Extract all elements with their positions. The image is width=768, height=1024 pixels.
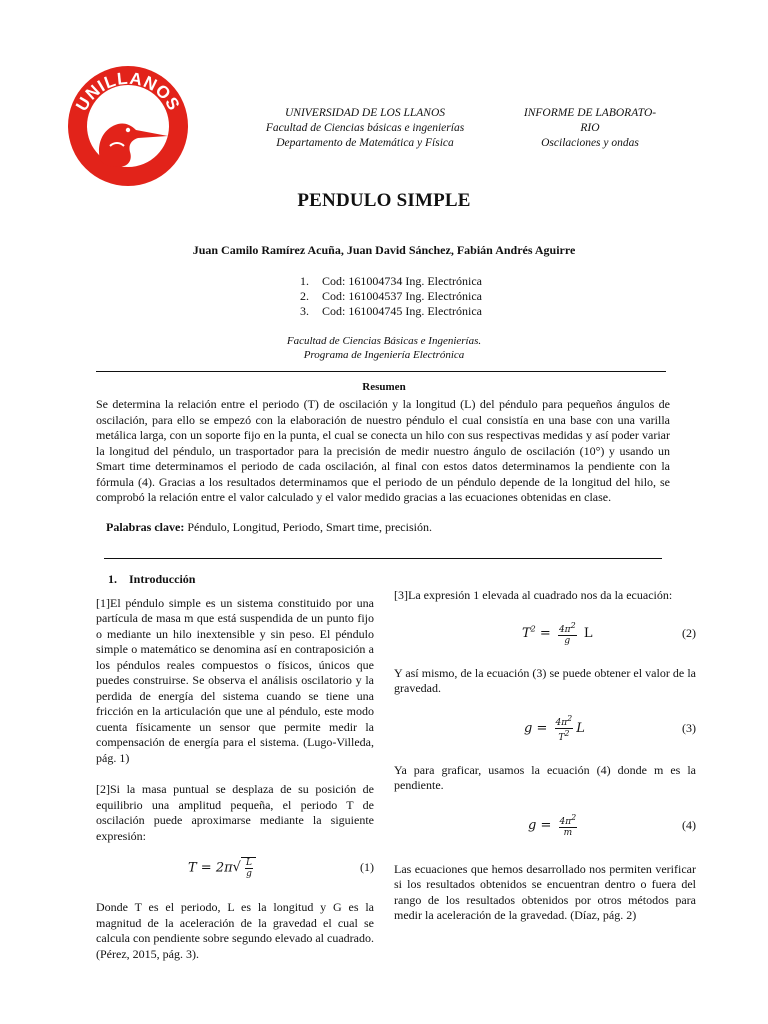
paragraph-definitions: Donde T es el periodo, L es la longitud y G es la magnitud de la aceleración de la gravedad el cual se calcula con pendiente sobre segundo elevado al cuadrado. (Pérez, 2015, pág. 3). bbox=[96, 900, 374, 961]
paper-title: PENDULO SIMPLE bbox=[297, 190, 471, 211]
left-column bbox=[96, 572, 374, 962]
authors: Juan Camilo Ramírez Acuña, Juan David Sánchez, Fabián Andrés Aguirre bbox=[192, 243, 576, 257]
equation-3: g = $\frac{4\pi 2}{T2}$ L (3) bbox=[524, 714, 696, 743]
equation-2-number: (2) bbox=[682, 625, 696, 640]
university-logo bbox=[66, 64, 190, 188]
institution-line2: Programa de Ingeniería Electrónica bbox=[303, 349, 465, 361]
svg-text:UNILLANOS: UNILLANOS bbox=[72, 68, 184, 115]
report-type-line1: INFORME DE LABORATO- bbox=[523, 107, 657, 119]
faculty-name: Facultad de Ciencias básicas e ingenierías bbox=[265, 122, 465, 134]
paragraph-slope: Ya para graficar, usamos la ecuación (4) donde m es la pendiente. bbox=[394, 762, 696, 792]
list-item: 3. Cod: 161004745 Ing. Electrónica bbox=[300, 304, 482, 318]
institution-line1: Facultad de Ciencias Básicas e Ingenierías. bbox=[286, 335, 482, 347]
equation-4: g = $\frac{4\pi 2}{m}$ (4) bbox=[528, 813, 696, 838]
divider-top bbox=[96, 371, 666, 372]
list-item: 2. Cod: 161004537 Ing. Electrónica bbox=[300, 289, 482, 303]
university-name: UNIVERSIDAD DE LOS LLANOS bbox=[284, 107, 446, 119]
right-column bbox=[394, 588, 696, 924]
abstract-heading: Resumen bbox=[362, 381, 406, 393]
report-type-line2: RIO bbox=[580, 122, 600, 134]
header-report-block bbox=[505, 106, 675, 151]
header-university-block bbox=[240, 106, 490, 151]
keywords-label: Palabras clave: bbox=[106, 520, 185, 534]
student-codes-list bbox=[300, 274, 482, 319]
institution-block bbox=[0, 334, 768, 362]
paragraph-intro: [1]El péndulo simple es un sistema constituido por una partícula de masa m que está suspendida de un punto fijo o mediante un hilo inextensible y sin peso. El péndulo simple o matemático se denomina así en contraposición a los péndulos reales compuestos o físicos, únicos que puedes construirse. Se observa el análisis oscilatorio y la perdida de energía del sistema cuando se tiene una fricción en la articulación que une al péndulo, este modo cuenta físicamente un sensor que permite medir la compensación de energía para el sistema. (Lugo-Villeda, pág. 1) bbox=[96, 595, 374, 765]
paragraph-gravity: Y así mismo, de la ecuación (3) se puede obtener el valor de la gravedad. bbox=[394, 665, 696, 695]
section-title: 1. Introducción bbox=[108, 572, 196, 586]
course-name: Oscilaciones y ondas bbox=[541, 137, 639, 149]
paragraph-conclusion: Las ecuaciones que hemos desarrollado nos permiten verificar si los resultados obtenidos se encuentran dentro o fuera del rango de los resultados obtenidos por otros métodos para medir la aceleración de la gravedad. (Díaz, pág. 2) bbox=[394, 861, 696, 922]
keywords-text: Péndulo, Longitud, Periodo, Smart time, precisión. bbox=[184, 520, 432, 534]
list-item: 1. Cod: 161004734 Ing. Electrónica bbox=[300, 274, 482, 288]
equation-2: $T^2$ = $\frac{4\pi 2}{g}$ L (2) bbox=[522, 621, 696, 646]
paragraph-squared: [3]La expresión 1 elevada al cuadrado nos da la ecuación: bbox=[394, 588, 673, 602]
divider-bottom bbox=[104, 558, 662, 559]
equation-4-number: (4) bbox=[682, 817, 696, 832]
equation-1: T = 2π√ $\frac{L}{g}$ (1) bbox=[188, 858, 374, 879]
abstract-text: Se determina la relación entre el periodo (T) de oscilación y la longitud (L) del péndulo para pequeños ángulos de oscilación, para ello se empezó con la elaboración de nuestro péndulo el cual consistía en una base con una varilla metálica larga, con un soporte fijo en la punta, el cual se conecta un hilo con sus respectivas medidas y así poder variar la longitud del péndulo, un trasportador para la precisión de medir nuestro ángulo de oscilación (10°) y usando un Smart time determinamos el periodo de cada oscilación, al final con estos datos determinamos la pendiente con la fórmula (4). Gracias a los resultados determinamos que el periodo de un péndulo depende de la longitud del hilo, se comprobó la relación entre el valor calculado y el valor medido gracias a las ecuaciones obtenidas en clase. bbox=[96, 397, 670, 504]
equation-3-number: (3) bbox=[682, 720, 696, 735]
keywords bbox=[106, 520, 432, 535]
department-name: Departamento de Matemática y Física bbox=[276, 137, 454, 149]
unillanos-seal bbox=[66, 64, 190, 188]
equation-1-number: (1) bbox=[360, 860, 374, 875]
paragraph-period: [2]Si la masa puntual se desplaza de su posición de equilibrio una amplitud pequeña, el periodo T de oscilación puede aproximarse mediante la siguiente expresión: bbox=[96, 782, 374, 843]
